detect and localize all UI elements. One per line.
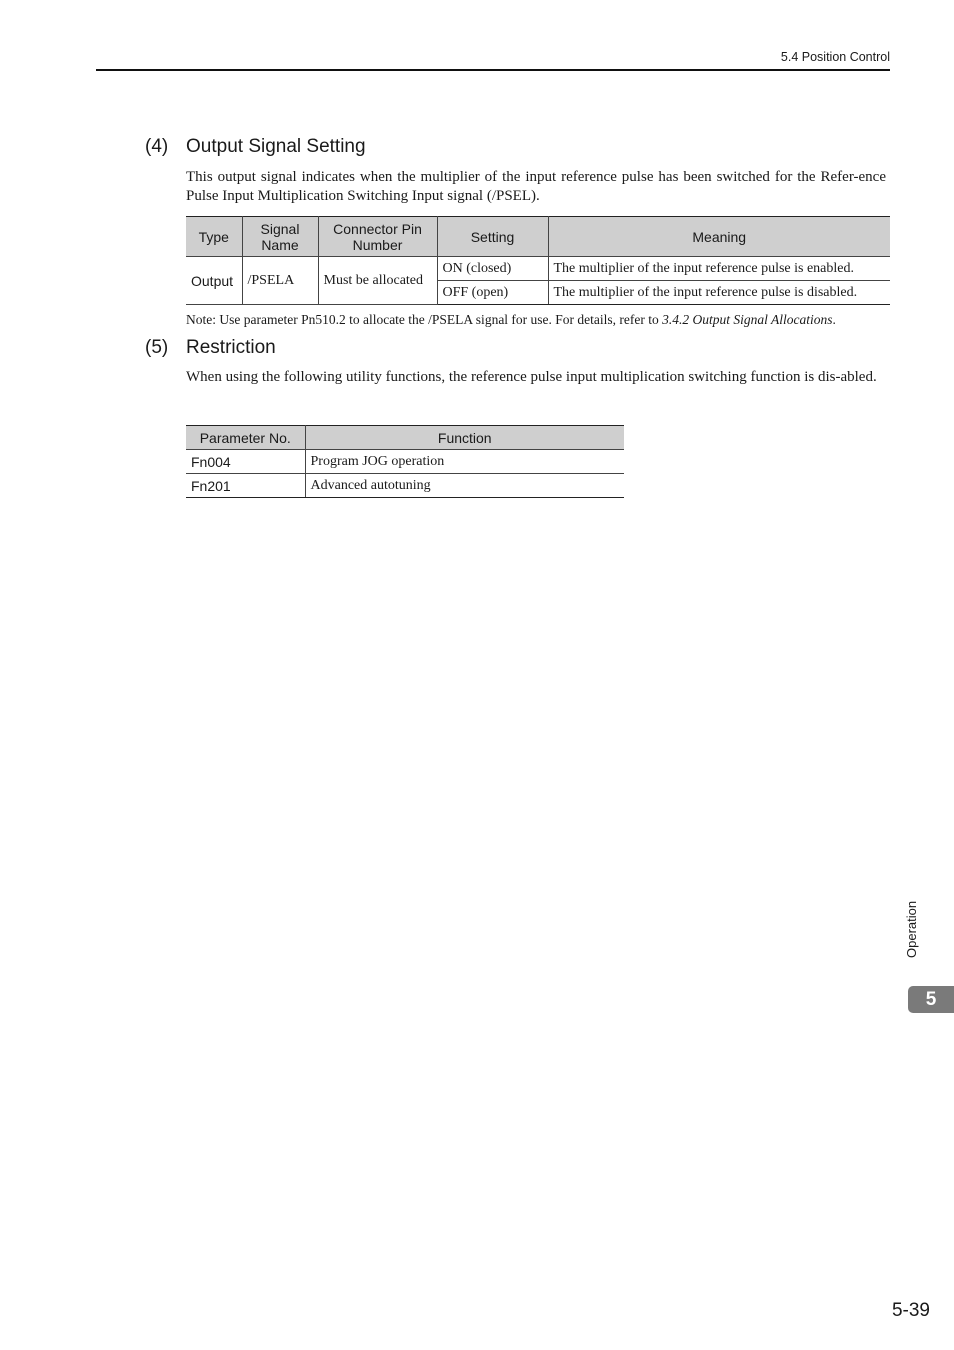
cell-meaning: The multiplier of the input reference pulse is disabled. xyxy=(548,281,890,305)
chapter-tab: 5 xyxy=(908,986,954,1013)
section-5-title: Restriction xyxy=(186,337,276,358)
section-5-paragraph: When using the following utility functions, the reference pulse input multiplication switching function is dis-abled. xyxy=(186,369,877,385)
cell-function: Advanced autotuning xyxy=(305,474,624,498)
note-text: Note: Use parameter Pn510.2 to allocate the /PSELA signal for use. For details, refer to xyxy=(186,312,663,327)
col-header-meaning: Meaning xyxy=(548,217,890,257)
cell-meaning: The multiplier of the input reference pulse is enabled. xyxy=(548,257,890,281)
section-5-heading xyxy=(145,337,276,359)
table-row xyxy=(186,474,624,498)
running-header: 5.4 Position Control xyxy=(780,50,890,64)
section-5-number: (5) xyxy=(145,337,169,358)
side-chapter-label: Operation xyxy=(904,900,919,958)
col-header-connector: Connector Pin Number xyxy=(318,217,437,257)
note-suffix: . xyxy=(832,312,836,327)
cell-signal: /PSELA xyxy=(242,257,318,305)
table-row xyxy=(186,257,890,281)
col-header-signal-name: Signal Name xyxy=(242,217,318,257)
table-note xyxy=(186,312,836,328)
col-header-function: Function xyxy=(305,426,624,450)
col-header-type: Type xyxy=(186,217,242,257)
cell-setting: OFF (open) xyxy=(437,281,548,305)
section-4-heading xyxy=(145,136,366,158)
table-header-row xyxy=(186,217,890,257)
note-reference: 3.4.2 Output Signal Allocations xyxy=(662,312,833,327)
header-rule xyxy=(96,69,890,71)
section-4-number: (4) xyxy=(145,136,169,157)
cell-type: Output xyxy=(186,257,242,305)
cell-function: Program JOG operation xyxy=(305,450,624,474)
cell-connector: Must be allocated xyxy=(318,257,437,305)
section-4-title: Output Signal Setting xyxy=(186,136,366,157)
output-signal-table xyxy=(186,216,890,305)
cell-setting: ON (closed) xyxy=(437,257,548,281)
restriction-table xyxy=(186,425,624,498)
col-header-setting: Setting xyxy=(437,217,548,257)
table-header-row xyxy=(186,426,624,450)
section-4-paragraph: This output signal indicates when the multiplier of the input reference pulse has been switched for the Refer-ence Pulse Input Multiplication Switching Input signal (/PSEL). xyxy=(186,169,886,204)
cell-param: Fn201 xyxy=(186,474,305,498)
table-row xyxy=(186,450,624,474)
page-number: 5-39 xyxy=(891,1300,930,1321)
col-header-param: Parameter No. xyxy=(186,426,305,450)
cell-param: Fn004 xyxy=(186,450,305,474)
